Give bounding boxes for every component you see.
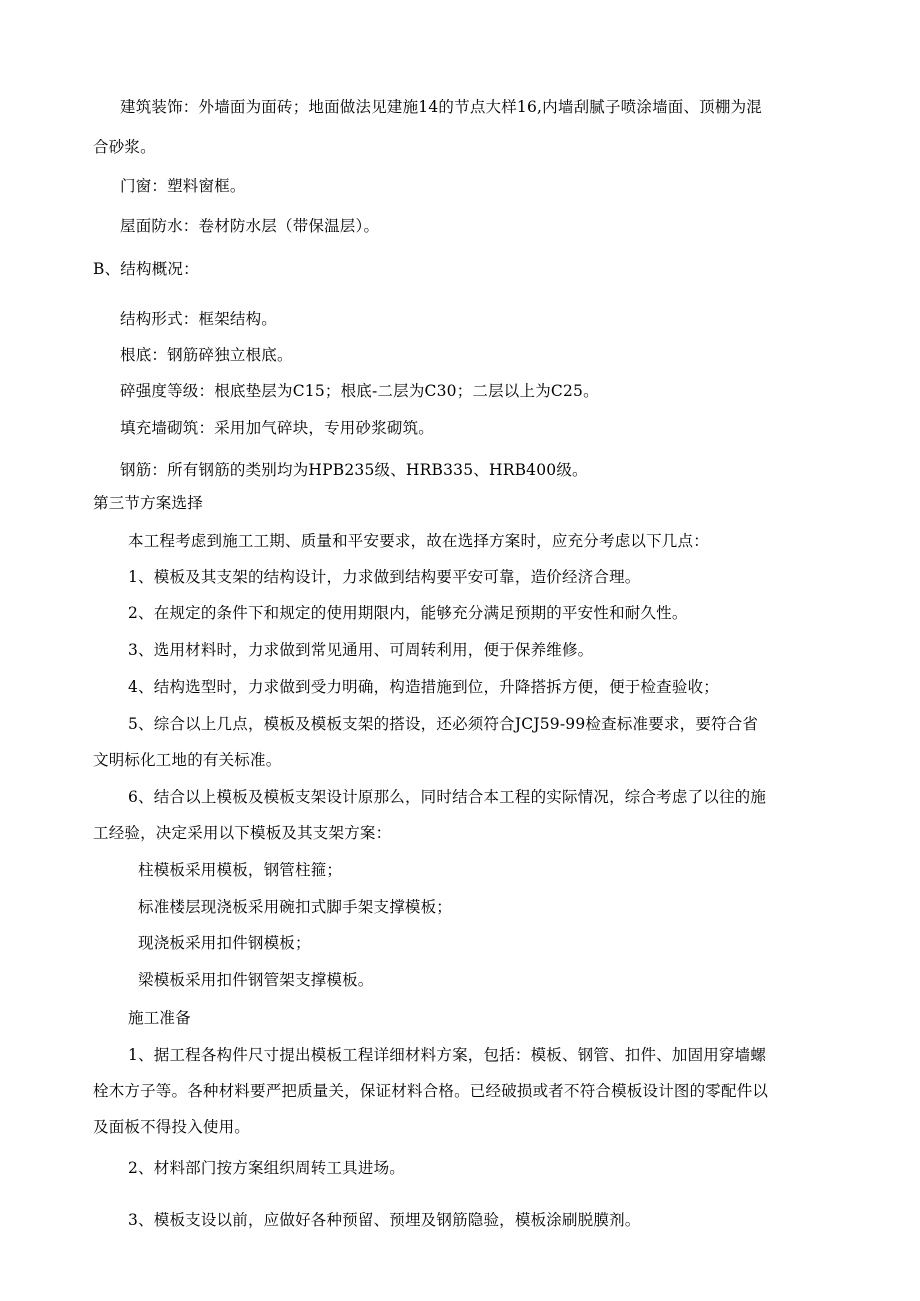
text-line: 门窗：塑料窗框。: [120, 177, 246, 195]
section-heading: 第三节方案选择: [93, 494, 203, 512]
text-line: 合砂浆。: [93, 138, 156, 156]
list-item: 6、结合以上模板及模板支架设计原那么，同时结合本工程的实际情况，综合考虑了以往的施: [128, 788, 767, 806]
text-line: 工经验，决定采用以下模板及其支架方案：: [93, 824, 392, 842]
text-line: 钢筋：所有钢筋的类别均为HPB235级、HRB335、HRB400级。: [120, 461, 588, 479]
text-line: 栓木方子等。各种材料要严把质量关，保证材料合格。已经破损或者不符合模板设计图的零配件以: [93, 1082, 769, 1100]
text-line: 建筑装饰：外墙面为面砖；地面做法见建施14的节点大样16,内墙刮腻子喷涂墙面、顶棚为混: [120, 98, 762, 116]
text-line: 填充墙砌筑：采用加气碎块，专用砂浆砌筑。: [120, 419, 435, 437]
text-line: 根底：钢筋碎独立根底。: [120, 346, 293, 364]
list-item: 2、材料部门按方案组织周转工具进场。: [128, 1159, 405, 1177]
text-line: 现浇板采用扣件钢模板；: [138, 934, 311, 952]
text-line: 本工程考虑到施工工期、质量和平安要求，故在选择方案时，应充分考虑以下几点：: [128, 532, 709, 550]
list-item: 1、模板及其支架的结构设计，力求做到结构要平安可靠，造价经济合理。: [128, 568, 641, 586]
list-item: 3、模板支设以前，应做好各种预留、预埋及钢筋隐验，模板涂刷脱膜剂。: [128, 1211, 641, 1229]
list-item: 4、结构选型时，力求做到受力明确，构造措施到位，升降搭拆方便，便于检查验收；: [128, 678, 719, 696]
text-line: 标准楼层现浇板采用碗扣式脚手架支撑模板；: [138, 898, 453, 916]
text-line: 屋面防水：卷材防水层（带保温层）。: [120, 217, 380, 235]
text-line: 碎强度等级：根底垫层为C15；根底-二层为C30；二层以上为C25。: [120, 382, 599, 400]
text-line: 结构形式：框架结构。: [120, 310, 278, 328]
list-item: 5、综合以上几点，模板及模板支架的搭设，还必须符合JCJ59-99检查标准要求，要符合省: [128, 715, 759, 733]
text-line: 梁模板采用扣件钢管架支撑模板。: [138, 971, 374, 989]
text-line: 柱模板采用模板，钢管柱箍；: [138, 861, 343, 879]
section-heading: 施工准备: [128, 1009, 191, 1027]
text-line: 文明标化工地的有关标准。: [93, 751, 282, 769]
list-item: 3、选用材料时，力求做到常见通用、可周转利用，便于保养维修。: [128, 641, 594, 659]
list-item: 2、在规定的条件下和规定的使用期限内，能够充分满足预期的平安性和耐久性。: [128, 604, 688, 622]
list-item: 1、据工程各构件尺寸提出模板工程详细材料方案，包括：模板、钢管、扣件、加固用穿墙螺: [128, 1046, 767, 1064]
text-line: 及面板不得投入使用。: [93, 1118, 251, 1136]
section-heading: B、结构概况：: [93, 260, 199, 278]
